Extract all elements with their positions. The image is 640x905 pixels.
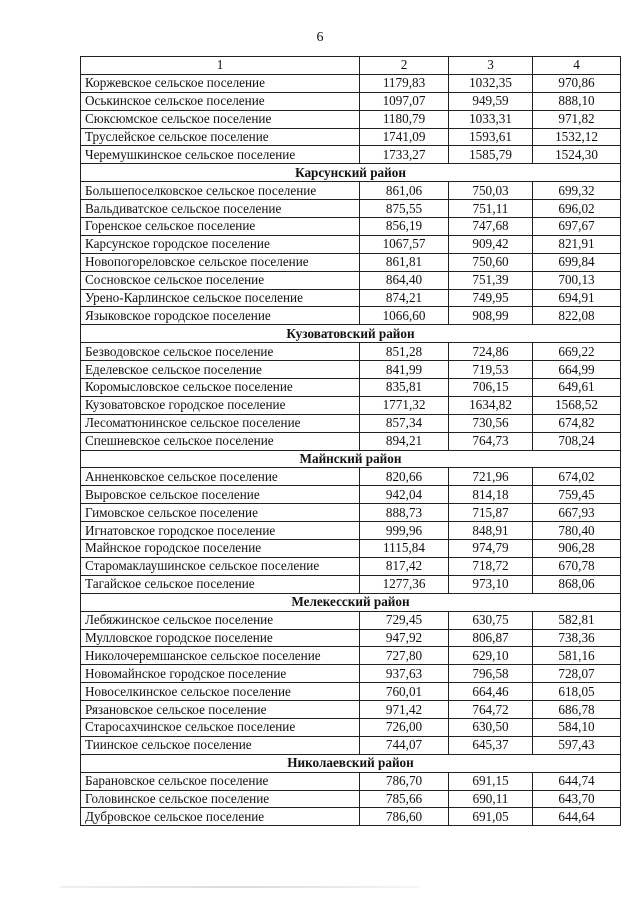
value-col-2: 786,70 [360, 772, 449, 790]
settlement-name: Еделевское сельское поселение [81, 361, 360, 379]
value-col-2: 1741,09 [360, 128, 449, 146]
settlement-name: Коржевское сельское поселение [81, 74, 360, 92]
value-col-2: 1066,60 [360, 307, 449, 325]
value-col-4: 700,13 [533, 271, 621, 289]
table-row [81, 432, 621, 450]
table-row [81, 504, 621, 522]
value-col-4: 582,81 [533, 611, 621, 629]
value-col-4: 699,84 [533, 253, 621, 271]
value-col-2: 857,34 [360, 414, 449, 432]
table-row [81, 790, 621, 808]
value-col-3: 691,05 [449, 808, 533, 826]
table-row [81, 683, 621, 701]
table-row [81, 557, 621, 575]
value-col-4: 699,32 [533, 182, 621, 200]
settlement-name: Труслейское сельское поселение [81, 128, 360, 146]
value-col-4: 906,28 [533, 540, 621, 558]
value-col-2: 861,06 [360, 182, 449, 200]
value-col-2: 947,92 [360, 629, 449, 647]
column-header-1: 1 [81, 57, 360, 75]
table-row [81, 611, 621, 629]
table-row [81, 289, 621, 307]
value-col-4: 669,22 [533, 343, 621, 361]
value-col-2: 999,96 [360, 522, 449, 540]
value-col-3: 664,46 [449, 683, 533, 701]
value-col-3: 1593,61 [449, 128, 533, 146]
value-col-4: 674,02 [533, 468, 621, 486]
value-col-2: 786,60 [360, 808, 449, 826]
settlement-name: Старомаклаушинское сельское поселение [81, 557, 360, 575]
settlement-name: Тагайское сельское поселение [81, 575, 360, 593]
district-header-row [81, 164, 621, 182]
value-col-3: 749,95 [449, 289, 533, 307]
settlement-name: Старосахчинское сельское поселение [81, 718, 360, 736]
value-col-3: 750,03 [449, 182, 533, 200]
table-row [81, 736, 621, 754]
value-col-2: 1771,32 [360, 396, 449, 414]
value-col-4: 664,99 [533, 361, 621, 379]
table-row [81, 182, 621, 200]
settlement-name: Барановское сельское поселение [81, 772, 360, 790]
table-row [81, 253, 621, 271]
value-col-4: 696,02 [533, 200, 621, 218]
value-col-2: 820,66 [360, 468, 449, 486]
value-col-4: 738,36 [533, 629, 621, 647]
value-col-4: 971,82 [533, 110, 621, 128]
value-col-4: 1532,12 [533, 128, 621, 146]
table-row [81, 522, 621, 540]
value-col-2: 817,42 [360, 557, 449, 575]
scan-artifact [60, 886, 420, 888]
value-col-4: 618,05 [533, 683, 621, 701]
value-col-4: 674,82 [533, 414, 621, 432]
value-col-2: 971,42 [360, 701, 449, 719]
value-col-3: 645,37 [449, 736, 533, 754]
value-col-4: 708,24 [533, 432, 621, 450]
value-col-2: 727,80 [360, 647, 449, 665]
district-name: Карсунский район [81, 164, 621, 182]
settlement-name: Сосновское сельское поселение [81, 271, 360, 289]
column-header-2: 2 [360, 57, 449, 75]
table-row [81, 396, 621, 414]
value-col-4: 644,74 [533, 772, 621, 790]
value-col-2: 835,81 [360, 379, 449, 397]
value-col-2: 874,21 [360, 289, 449, 307]
value-col-4: 822,08 [533, 307, 621, 325]
value-col-4: 686,78 [533, 701, 621, 719]
value-col-3: 706,15 [449, 379, 533, 397]
district-name: Майнский район [81, 450, 621, 468]
settlement-name: Горенское сельское поселение [81, 218, 360, 236]
page-number: 6 [316, 30, 324, 45]
table-row [81, 379, 621, 397]
value-col-4: 759,45 [533, 486, 621, 504]
table-row [81, 540, 621, 558]
value-col-3: 848,91 [449, 522, 533, 540]
value-col-2: 729,45 [360, 611, 449, 629]
settlement-name: Гимовское сельское поселение [81, 504, 360, 522]
value-col-4: 970,86 [533, 74, 621, 92]
value-col-4: 1568,52 [533, 396, 621, 414]
table-row [81, 218, 621, 236]
district-header-row [81, 593, 621, 611]
value-col-2: 1277,36 [360, 575, 449, 593]
settlement-name: Большепоселковское сельское поселение [81, 182, 360, 200]
table-row [81, 414, 621, 432]
value-col-4: 697,67 [533, 218, 621, 236]
settlement-name: Дубровское сельское поселение [81, 808, 360, 826]
settlement-name: Сюксюмское сельское поселение [81, 110, 360, 128]
value-col-4: 581,16 [533, 647, 621, 665]
settlement-name: Коромысловское сельское поселение [81, 379, 360, 397]
settlement-name: Вальдиватское сельское поселение [81, 200, 360, 218]
table-row [81, 110, 621, 128]
settlement-name: Черемушкинское сельское поселение [81, 146, 360, 164]
settlement-name: Лесоматюнинское сельское поселение [81, 414, 360, 432]
value-col-3: 718,72 [449, 557, 533, 575]
settlement-name: Лебяжинское сельское поселение [81, 611, 360, 629]
value-col-2: 851,28 [360, 343, 449, 361]
settlement-name: Кузоватовское городское поселение [81, 396, 360, 414]
table-row [81, 92, 621, 110]
value-col-4: 1524,30 [533, 146, 621, 164]
value-col-2: 861,81 [360, 253, 449, 271]
value-col-3: 764,72 [449, 701, 533, 719]
column-header-4: 4 [533, 57, 621, 75]
table-row [81, 772, 621, 790]
value-col-3: 1033,31 [449, 110, 533, 128]
settlement-name: Безводовское сельское поселение [81, 343, 360, 361]
table-row [81, 486, 621, 504]
table-body [81, 74, 621, 825]
value-col-2: 875,55 [360, 200, 449, 218]
settlement-name: Оськинское сельское поселение [81, 92, 360, 110]
value-col-2: 856,19 [360, 218, 449, 236]
table-row [81, 271, 621, 289]
table-row [81, 575, 621, 593]
value-col-3: 630,75 [449, 611, 533, 629]
value-col-4: 821,91 [533, 235, 621, 253]
table-row [81, 718, 621, 736]
settlement-name: Игнатовское городское поселение [81, 522, 360, 540]
value-col-2: 888,73 [360, 504, 449, 522]
value-col-4: 670,78 [533, 557, 621, 575]
value-col-3: 1032,35 [449, 74, 533, 92]
table-row [81, 808, 621, 826]
settlement-name: Выровское сельское поселение [81, 486, 360, 504]
value-col-3: 1585,79 [449, 146, 533, 164]
value-col-3: 724,86 [449, 343, 533, 361]
value-col-3: 630,50 [449, 718, 533, 736]
settlement-name: Новоселкинское сельское поселение [81, 683, 360, 701]
district-name: Кузоватовский район [81, 325, 621, 343]
value-col-3: 806,87 [449, 629, 533, 647]
value-col-2: 1179,83 [360, 74, 449, 92]
table-row [81, 343, 621, 361]
settlement-name: Урено-Карлинское сельское поселение [81, 289, 360, 307]
table-row [81, 200, 621, 218]
table-row [81, 307, 621, 325]
value-col-3: 719,53 [449, 361, 533, 379]
table-row [81, 629, 621, 647]
value-col-4: 644,64 [533, 808, 621, 826]
value-col-4: 694,91 [533, 289, 621, 307]
value-col-3: 750,60 [449, 253, 533, 271]
value-col-3: 751,39 [449, 271, 533, 289]
value-col-3: 1634,82 [449, 396, 533, 414]
value-col-2: 785,66 [360, 790, 449, 808]
value-col-3: 751,11 [449, 200, 533, 218]
value-col-2: 841,99 [360, 361, 449, 379]
value-col-2: 744,07 [360, 736, 449, 754]
value-col-2: 726,00 [360, 718, 449, 736]
value-col-4: 584,10 [533, 718, 621, 736]
district-header-row [81, 754, 621, 772]
table-row [81, 361, 621, 379]
settlement-name: Николочеремшанское сельское поселение [81, 647, 360, 665]
value-col-3: 691,15 [449, 772, 533, 790]
settlement-name: Карсунское городское поселение [81, 235, 360, 253]
value-col-4: 780,40 [533, 522, 621, 540]
settlement-name: Мулловское городское поселение [81, 629, 360, 647]
settlement-name: Рязановское сельское поселение [81, 701, 360, 719]
settlement-name: Новомайнское городское поселение [81, 665, 360, 683]
table-row [81, 146, 621, 164]
value-col-3: 974,79 [449, 540, 533, 558]
settlement-name: Майнское городское поселение [81, 540, 360, 558]
district-name: Николаевский район [81, 754, 621, 772]
settlement-name: Языковское городское поселение [81, 307, 360, 325]
value-col-3: 747,68 [449, 218, 533, 236]
value-col-3: 721,96 [449, 468, 533, 486]
table-row [81, 235, 621, 253]
value-col-4: 868,06 [533, 575, 621, 593]
table-row [81, 74, 621, 92]
value-col-2: 942,04 [360, 486, 449, 504]
table-row [81, 468, 621, 486]
settlement-name: Головинское сельское поселение [81, 790, 360, 808]
value-col-2: 1067,57 [360, 235, 449, 253]
value-col-3: 796,58 [449, 665, 533, 683]
value-col-3: 730,56 [449, 414, 533, 432]
value-col-4: 728,07 [533, 665, 621, 683]
value-col-2: 760,01 [360, 683, 449, 701]
district-name: Мелекесский район [81, 593, 621, 611]
table-header-row [81, 57, 621, 75]
table-row [81, 647, 621, 665]
value-col-2: 864,40 [360, 271, 449, 289]
settlements-table [80, 56, 621, 826]
table-row [81, 128, 621, 146]
value-col-2: 1733,27 [360, 146, 449, 164]
value-col-3: 973,10 [449, 575, 533, 593]
value-col-3: 909,42 [449, 235, 533, 253]
value-col-3: 764,73 [449, 432, 533, 450]
district-header-row [81, 450, 621, 468]
settlement-name: Спешневское сельское поселение [81, 432, 360, 450]
value-col-2: 1097,07 [360, 92, 449, 110]
settlement-name: Тиинское сельское поселение [81, 736, 360, 754]
column-header-3: 3 [449, 57, 533, 75]
value-col-2: 1115,84 [360, 540, 449, 558]
value-col-4: 643,70 [533, 790, 621, 808]
value-col-3: 715,87 [449, 504, 533, 522]
settlement-name: Новопогореловское сельское поселение [81, 253, 360, 271]
value-col-2: 1180,79 [360, 110, 449, 128]
table-row [81, 665, 621, 683]
value-col-4: 888,10 [533, 92, 621, 110]
value-col-4: 597,43 [533, 736, 621, 754]
value-col-3: 690,11 [449, 790, 533, 808]
value-col-3: 908,99 [449, 307, 533, 325]
value-col-2: 937,63 [360, 665, 449, 683]
value-col-3: 814,18 [449, 486, 533, 504]
value-col-2: 894,21 [360, 432, 449, 450]
district-header-row [81, 325, 621, 343]
table-row [81, 701, 621, 719]
value-col-3: 949,59 [449, 92, 533, 110]
value-col-4: 649,61 [533, 379, 621, 397]
value-col-4: 667,93 [533, 504, 621, 522]
settlement-name: Анненковское сельское поселение [81, 468, 360, 486]
value-col-3: 629,10 [449, 647, 533, 665]
